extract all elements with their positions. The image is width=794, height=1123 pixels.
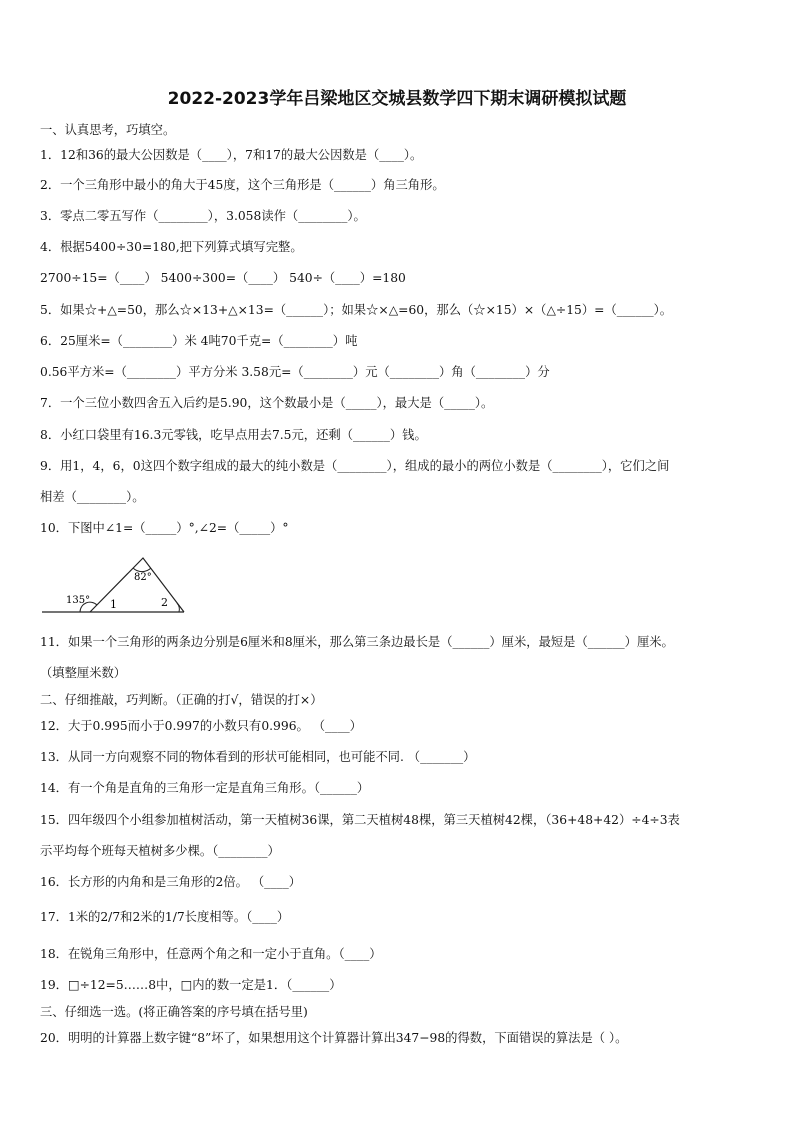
question-15-cont: 示平均每个班每天植树多少棵。（________） <box>40 844 280 858</box>
question-6: 6．25厘米=（________）米 4吨70千克=（________）吨 <box>40 334 358 348</box>
triangle-figure <box>38 551 188 617</box>
question-17: 17．1米的2/7和2米的1/7长度相等。（____） <box>40 910 290 924</box>
question-7: 7．一个三位小数四舍五入后约是5.90，这个数最小是（_____），最大是（_____）。 <box>40 396 494 410</box>
question-16: 16．长方形的内角和是三角形的2倍。 （____） <box>40 875 302 889</box>
question-4: 4．根据5400÷30=180,把下列算式填写完整。 <box>40 240 303 254</box>
question-19: 19．□÷12=5……8中，□内的数一定是1．（______） <box>40 978 342 992</box>
question-12: 12．大于0.995而小于0.997的小数只有0.996。 （____） <box>40 719 362 733</box>
question-9-cont: 相差（________）。 <box>40 490 145 504</box>
question-13: 13．从同一方向观察不同的物体看到的形状可能相同，也可能不同. （_______） <box>40 750 476 764</box>
question-8: 8．小红口袋里有16.3元零钱，吃早点用去7.5元，还剩（______）钱。 <box>40 428 427 442</box>
question-11: 11．如果一个三角形的两条边分别是6厘米和8厘米，那么第三条边最长是（______）厘米，最短是（______）厘米。 <box>40 635 674 649</box>
question-10: 10．下图中∠1=（_____）°,∠2=（_____）° <box>40 521 289 535</box>
section-3-heading: 三、仔细选一选。(将正确答案的序号填在括号里) <box>40 1005 308 1019</box>
section-1-heading: 一、认真思考，巧填空。 <box>40 123 176 137</box>
question-2: 2．一个三角形中最小的角大于45度，这个三角形是（______）角三角形。 <box>40 178 445 192</box>
angle-1-label: 1 <box>110 598 117 611</box>
question-15: 15．四年级四个小组参加植树活动，第一天植树36课，第二天植树48棵，第三天植树42棵，（36+48+42）÷4÷3表 <box>40 813 680 827</box>
question-1: 1．12和36的最大公因数是（____），7和17的最大公因数是（____）。 <box>40 148 423 162</box>
angle-2-label: 2 <box>161 596 168 609</box>
section-2-heading: 二、仔细推敲，巧判断。（正确的打√，错误的打×） <box>40 693 323 707</box>
question-4-items: 2700÷15=（____） 5400÷300=（____） 540÷（____）=180 <box>40 271 406 285</box>
question-14: 14．有一个角是直角的三角形一定是直角三角形。（______） <box>40 781 370 795</box>
page-title: 2022-2023学年吕梁地区交城县数学四下期末调研模拟试题 <box>167 89 627 109</box>
outer-angle-label: 135° <box>66 595 91 606</box>
question-9: 9．用1，4，6，0这四个数字组成的最大的纯小数是（________），组成的最小的两位小数是（________），它们之间 <box>40 459 670 473</box>
question-6-cont: 0.56平方米=（________）平方分米 3.58元=（________）元（________）角（________）分 <box>40 365 550 379</box>
question-18: 18．在锐角三角形中，任意两个角之和一定小于直角。（____） <box>40 947 382 961</box>
question-3: 3．零点二零五写作（________），3.058读作（________）。 <box>40 209 366 223</box>
question-20: 20．明明的计算器上数字键“8”坏了，如果想用这个计算器计算出347−98的得数，下面错误的算法是（ ）。 <box>40 1031 628 1045</box>
question-5: 5．如果☆+△=50，那么☆×13+△×13=（______）；如果☆×△=60，那么（☆×15）×（△÷15）=（______）。 <box>40 303 673 317</box>
top-angle-label: 82° <box>134 572 152 583</box>
question-11-note: （填整厘米数） <box>40 666 127 680</box>
